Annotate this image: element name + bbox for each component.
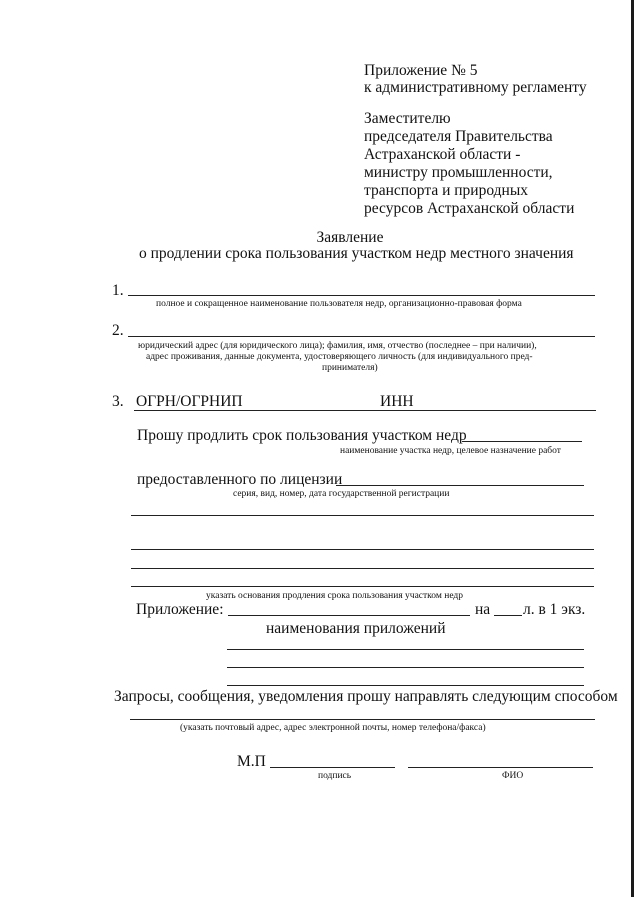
attachment-name-field[interactable]: [227, 667, 584, 668]
addressee-line: Астраханской области -: [364, 146, 521, 163]
addressee-line: транспорта и природных: [364, 182, 528, 199]
item-number: 3.: [112, 393, 124, 410]
page-edge-shadow: [631, 0, 634, 897]
attachment-name-field[interactable]: [227, 649, 584, 650]
ogrn-inn-field[interactable]: [134, 410, 596, 411]
field-caption: адрес проживания, данные документа, удостоверяющего личность (для индивидуального пред-: [146, 352, 533, 362]
user-name-field[interactable]: [128, 295, 595, 296]
address-field[interactable]: [128, 336, 595, 337]
field-caption: наименование участка недр, целевое назначение работ: [340, 446, 561, 456]
attachment-field[interactable]: [228, 615, 470, 616]
license-field[interactable]: [336, 485, 584, 486]
attachment-sheets: л. в 1 экз.: [523, 601, 586, 618]
full-name-field[interactable]: [408, 767, 593, 768]
ogrn-label: ОГРН/ОГРНИП: [136, 393, 243, 410]
field-caption: подпись: [318, 771, 352, 781]
subsoil-plot-field[interactable]: [462, 441, 582, 442]
appendix-number: Приложение № 5: [364, 62, 478, 79]
license-text: предоставленного по лицензии: [137, 471, 343, 488]
field-caption: юридический адрес (для юридического лица); фамилия, имя, отчество (последнее – при наличии),: [138, 341, 537, 351]
contact-field[interactable]: [130, 719, 595, 720]
document-subtitle: о продлении срока пользования участком недр местного значения: [139, 245, 574, 262]
sheet-count-field[interactable]: [494, 615, 522, 616]
addressee-line: председателя Правительства: [364, 128, 553, 145]
item-number: 2.: [112, 322, 124, 339]
item-number: 1.: [112, 282, 124, 299]
notifications-text: Запросы, сообщения, уведомления прошу направлять следующим способом: [114, 688, 618, 705]
stamp-label: М.П: [237, 753, 266, 770]
request-text: Прошу продлить срок пользования участком недр: [137, 427, 467, 444]
inn-label: ИНН: [380, 393, 414, 410]
document-title: Заявление: [316, 229, 384, 246]
field-caption: полное и сокращенное наименование пользователя недр, организационно-правовая форма: [156, 299, 522, 309]
field-caption: принимателя): [322, 363, 378, 373]
grounds-field[interactable]: [131, 549, 594, 550]
addressee-line: ресурсов Астраханской области: [364, 200, 575, 217]
grounds-field[interactable]: [131, 586, 594, 587]
grounds-field[interactable]: [131, 568, 594, 569]
attachment-names-label: наименования приложений: [266, 620, 446, 637]
attachment-on: на: [475, 601, 491, 618]
attachment-label: Приложение:: [136, 601, 224, 618]
signature-field[interactable]: [270, 767, 395, 768]
field-caption: серия, вид, номер, дата государственной регистрации: [233, 489, 450, 499]
field-caption: (указать почтовый адрес, адрес электронной почты, номер телефона/факса): [180, 723, 486, 733]
addressee-line: Заместителю: [364, 110, 451, 127]
field-caption: указать основания продления срока пользования участком недр: [206, 591, 464, 601]
attachment-name-field[interactable]: [227, 685, 584, 686]
addressee-line: министру промышленности,: [364, 164, 553, 181]
grounds-field[interactable]: [131, 515, 594, 516]
appendix-regulation: к административному регламенту: [364, 79, 587, 96]
field-caption: ФИО: [502, 771, 524, 781]
